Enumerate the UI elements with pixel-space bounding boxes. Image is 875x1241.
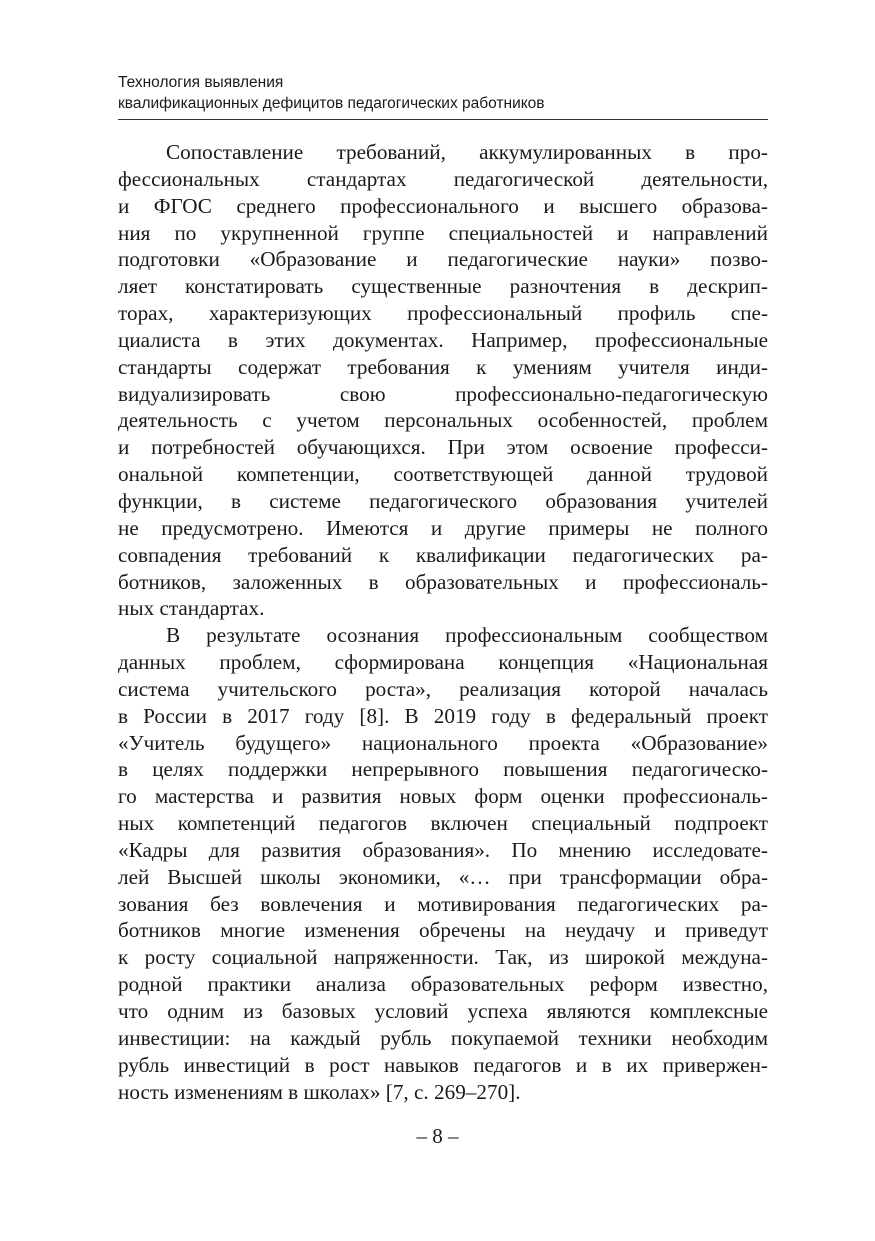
body-text [118, 139, 768, 1105]
text-line: родной практики анализа образовательных реформ известно, [118, 972, 768, 997]
text-line: подготовки «Образование и педагогические науки» позво- [118, 247, 768, 272]
text-line: ботников многие изменения обречены на неудачу и приведут [118, 918, 768, 943]
text-line: деятельность с учетом персональных особенностей, проблем [118, 408, 768, 433]
text-line: видуализировать свою профессионально-педагогическую [118, 381, 768, 406]
text-line: что одним из базовых условий успеха являются комплексные [118, 999, 768, 1023]
text-line: данных проблем, сформирована концепция «Национальная [118, 650, 768, 675]
text-line: ных компетенций педагогов включен специальный подпроект [118, 811, 768, 836]
paragraph-1 [118, 139, 768, 622]
text-line: В результате осознания профессиональным сообществом [166, 623, 768, 648]
text-line: «Учитель будущего» национального проекта «Образование» [118, 730, 768, 755]
text-line: инвестиции: на каждый рубль покупаемой техники необходим [118, 1025, 768, 1050]
text-line: Сопоставление требований, аккумулированных в про- [166, 140, 768, 164]
text-line: ляет констатировать существенные разночтения в дескрип- [118, 274, 768, 299]
text-line: в России в 2017 году [8]. В 2019 году в федеральный проект [118, 703, 768, 728]
text-line: функции, в системе педагогического образования учителей [118, 488, 768, 513]
page-number: – 8 – [416, 1124, 459, 1148]
text-line: и потребностей обучающихся. При этом освоение професси- [118, 435, 768, 460]
text-line: циалиста в этих документах. Например, профессиональные [118, 327, 768, 352]
text-line: совпадения требований к квалификации педагогических ра- [118, 542, 768, 567]
text-line: и ФГОС среднего профессионального и высшего образова- [118, 193, 768, 218]
text-line: в целях поддержки непрерывного повышения педагогическо- [118, 757, 768, 782]
text-line: лей Высшей школы экономики, «… при трансформации обра- [118, 864, 768, 889]
text-line: система учительского роста», реализация которой началась [118, 676, 768, 701]
text-line: рубль инвестиций в рост навыков педагогов и в их привержен- [118, 1052, 768, 1077]
running-header [118, 72, 768, 120]
text-line: го мастерства и развития новых форм оценки профессиональ- [118, 784, 768, 809]
header-title-line-2: квалификационных дефицитов педагогических работников [118, 95, 545, 112]
text-line: «Кадры для развития образования». По мнению исследовате- [118, 837, 768, 862]
header-title-line-1: Технология выявления [118, 74, 284, 91]
text-line: зования без вовлечения и мотивирования педагогических ра- [118, 891, 768, 916]
text-line: ботников, заложенных в образовательных и профессиональ- [118, 569, 768, 594]
text-line: фессиональных стандартах педагогической деятельности, [118, 166, 768, 191]
text-line: торах, характеризующих профессиональный профиль спе- [118, 301, 768, 326]
text-line: к росту социальной напряженности. Так, из широкой междуна- [118, 945, 768, 970]
text-line: ональной компетенции, соответствующей данной трудовой [118, 462, 768, 487]
paragraph-2 [118, 622, 768, 1105]
text-line: не предусмотрено. Имеются и другие примеры не полного [118, 515, 768, 540]
text-line: ность изменениям в школах» [7, с. 269–270]. [118, 1079, 521, 1104]
text-line: стандарты содержат требования к умениям учителя инди- [118, 354, 768, 379]
text-line: ных стандартах. [118, 596, 265, 621]
text-line: ния по укрупненной группе специальностей и направлений [118, 220, 768, 245]
